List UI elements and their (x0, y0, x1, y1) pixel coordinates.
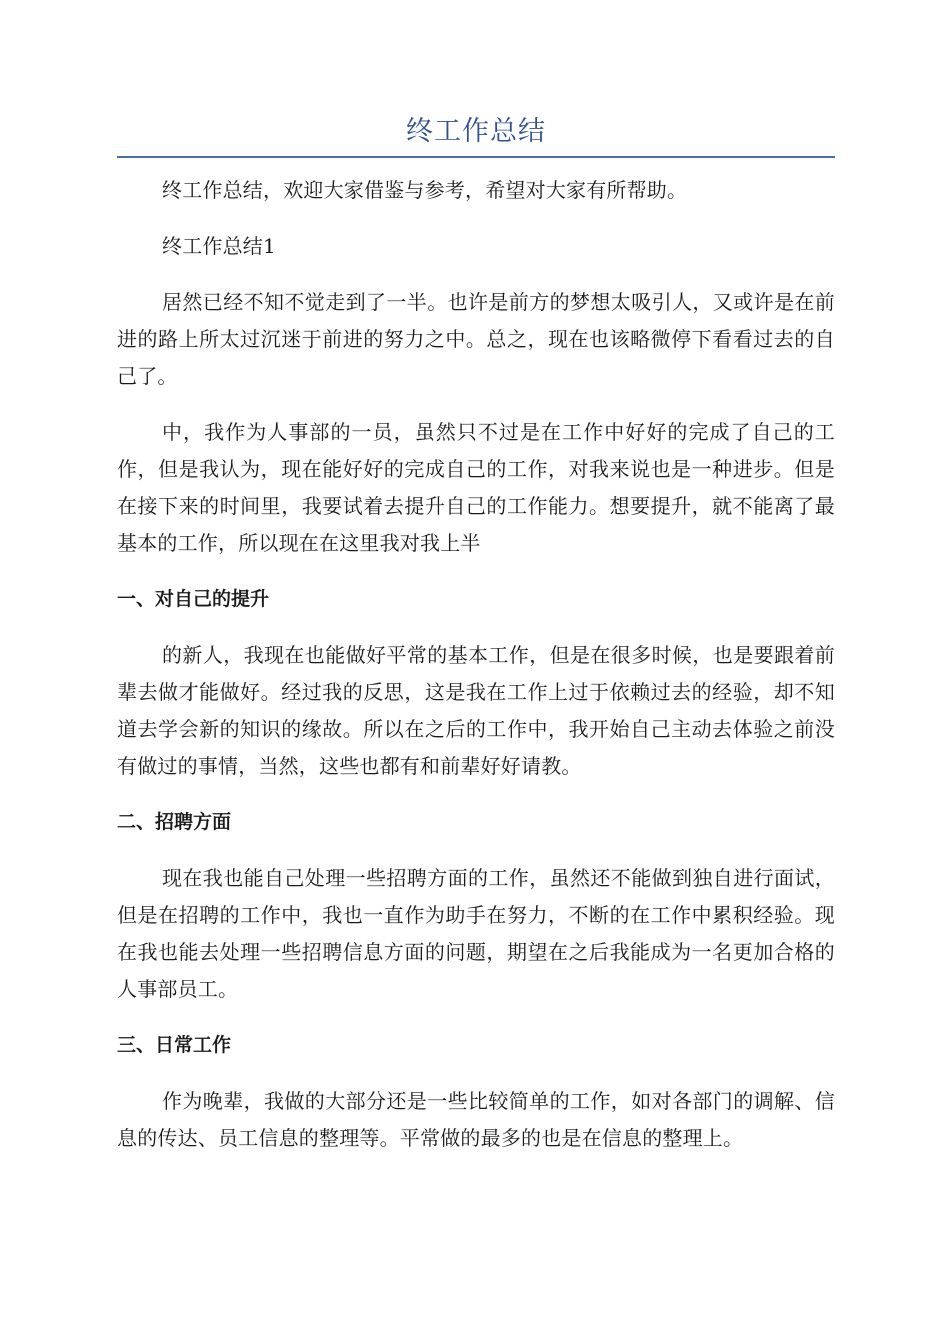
section-heading: 一、对自己的提升 (117, 588, 270, 610)
subtitle-paragraph: 终工作总结1 (162, 234, 276, 258)
section-body: 作为晚辈，我做的大部分还是一些比较简单的工作，如对各部门的调解、信息的传达、员工信息的整理等。平常做的最多的也是在信息的整理上。 (117, 1089, 835, 1150)
section-body: 的新人，我现在也能做好平常的基本工作，但是在很多时候，也是要跟着前辈去做才能做好。经过我的反思，这是我在工作上过于依赖过去的经验，却不知道去学会新的知识的缘故。所以在之后的工作中，我开始自己主动去体验之前没有做过的事情，当然，这些也都有和前辈好好请教。 (117, 643, 835, 778)
body-paragraph: 中，我作为人事部的一员，虽然只不过是在工作中好好的完成了自己的工作，但是我认为，现在能好好的完成自己的工作，对我来说也是一种进步。但是在接下来的时间里，我要试着去提升自己的工作能力。想要提升，就不能离了最基本的工作，所以现在在这里我对我上半 (117, 420, 835, 555)
title-block (117, 112, 835, 158)
document-title: 终工作总结 (406, 116, 546, 147)
intro-paragraph: 终工作总结，欢迎大家借鉴与参考，希望对大家有所帮助。 (162, 178, 688, 202)
section-body: 现在我也能自己处理一些招聘方面的工作，虽然还不能做到独自进行面试，但是在招聘的工作中，我也一直作为助手在努力，不断的在工作中累积经验。现在我也能去处理一些招聘信息方面的问题，期望在之后我能成为一名更加合格的人事部员工。 (117, 866, 835, 1001)
section-heading: 三、日常工作 (117, 1034, 232, 1056)
document-body (117, 172, 835, 1157)
body-paragraph: 居然已经不知不觉走到了一半。也许是前方的梦想太吸引人，又或许是在前进的路上所太过沉迷于前进的努力之中。总之，现在也该略微停下看看过去的自己了。 (117, 290, 835, 388)
section-heading: 二、招聘方面 (117, 811, 232, 833)
